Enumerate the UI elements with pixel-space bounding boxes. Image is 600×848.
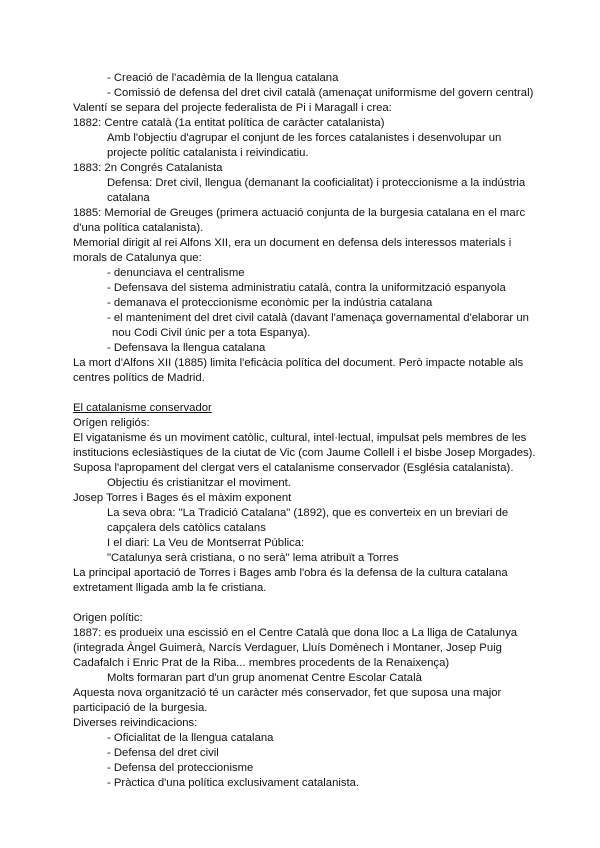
text-line: extretament lligada amb la fe cristiana. bbox=[73, 582, 267, 594]
text-line: (integrada Àngel Guimerà, Narcís Verdaguer, Lluís Domènech i Montaner, Josep Puig bbox=[73, 642, 502, 654]
text-line: Amb l'objectiu d'agrupar el conjunt de les forces catalanistes i desenvolupar un bbox=[107, 132, 502, 144]
text-line: 1883: 2n Congrés Catalanista bbox=[73, 162, 223, 174]
text-line: - Defensava la llengua catalana bbox=[107, 342, 266, 354]
paragraph-spacer bbox=[73, 386, 533, 401]
text-line: Objectiu és cristianitzar el moviment. bbox=[107, 477, 291, 489]
text-line: 1887: es produeix una escissió en el Centre Català que dona lloc a La lliga de Catalunya bbox=[73, 627, 518, 639]
text-line: Molts formaran part d'un grup anomenat Centre Escolar Català bbox=[107, 672, 422, 684]
section-heading: El catalanisme conservador bbox=[73, 402, 212, 414]
text-line: d'una política catalanista). bbox=[73, 222, 204, 234]
text-line: projecte polític catalanista i reivindicatiu. bbox=[107, 147, 309, 159]
text-line: La seva obra: "La Tradició Catalana" (1892), que es converteix en un breviari de bbox=[107, 507, 509, 519]
text-line: morals de Catalunya que: bbox=[73, 252, 202, 264]
text-line: Suposa l'apropament del clergat vers el catalanisme conservador (Església catalanista). bbox=[73, 462, 514, 474]
text-line: - el manteniment del dret civil català (davant l'amenaça governamental d'elaborar un bbox=[107, 312, 529, 324]
text-line: - Oficialitat de la llengua catalana bbox=[107, 732, 274, 744]
text-line: Cadafalch i Enric Prat de la Riba... membres procedents de la Renaixença) bbox=[73, 657, 450, 669]
text-line: - demanava el proteccionisme econòmic per la indústria catalana bbox=[107, 297, 433, 309]
text-line: institucions eclesiàstiques de la ciutat de Vic (com Jaume Collell i el bisbe Josep Morgades). bbox=[73, 447, 536, 459]
text-line: Origen polític: bbox=[73, 612, 143, 624]
text-line: catalana bbox=[107, 192, 150, 204]
text-line: Memorial dirigit al rei Alfons XII, era un document en defensa dels interessos materials i bbox=[73, 237, 512, 249]
text-line: participació de la burgesia. bbox=[73, 702, 208, 714]
text-line: Aquesta nova organització té un caràcter més conservador, fet que suposa una major bbox=[73, 687, 502, 699]
text-line: Diverses reivindicacions: bbox=[73, 717, 198, 729]
text-line: - Defensava del sistema administratiu català, contra la uniformització espanyola bbox=[107, 282, 506, 294]
text-line: capçalera dels catòlics catalans bbox=[107, 522, 266, 534]
document-body bbox=[73, 71, 536, 791]
text-line: - Defensa del proteccionisme bbox=[107, 762, 254, 774]
text-line: I el diari: La Veu de Montserrat Pública: bbox=[107, 537, 305, 549]
text-line: El vigatanisme és un moviment catòlic, cultural, intel·lectual, impulsat pels membres de les bbox=[73, 432, 527, 444]
text-line: La mort d'Alfons XII (1885) limita l'eficàcia política del document. Però impacte notable als bbox=[73, 357, 524, 369]
paragraph-spacer bbox=[73, 596, 533, 611]
text-line: - Pràctica d'una política exclusivament catalanista. bbox=[107, 777, 360, 789]
text-line: "Catalunya serà cristiana, o no serà" lema atribuït a Torres bbox=[107, 552, 399, 564]
text-line: Josep Torres i Bages és el màxim exponent bbox=[73, 492, 292, 504]
text-line: 1885: Memorial de Greuges (primera actuació conjunta de la burgesia catalana en el marc bbox=[73, 207, 526, 219]
text-line: Defensa: Dret civil, llengua (demanant la cooficialitat) i proteccionisme a la indústria bbox=[107, 177, 526, 189]
text-line: - Comissió de defensa del dret civil català (amenaçat uniformisme del govern central) bbox=[107, 87, 534, 99]
text-line: Orígen religiós: bbox=[73, 417, 150, 429]
text-line: nou Codi Civil únic per a tota Espanya). bbox=[112, 327, 311, 339]
text-line: centres polítics de Madrid. bbox=[73, 372, 205, 384]
text-line: - Creació de l'acadèmia de la llengua catalana bbox=[107, 72, 339, 84]
text-line: La principal aportació de Torres i Bages amb l'obra és la defensa de la cultura catalana bbox=[73, 567, 508, 579]
text-line: 1882: Centre català (1a entitat política de caràcter catalanista) bbox=[73, 117, 385, 129]
text-line: Valentí se separa del projecte federalista de Pi i Maragall i crea: bbox=[73, 102, 392, 114]
text-line: - denunciava el centralisme bbox=[107, 267, 245, 279]
text-line: - Defensa del dret civil bbox=[107, 747, 219, 759]
